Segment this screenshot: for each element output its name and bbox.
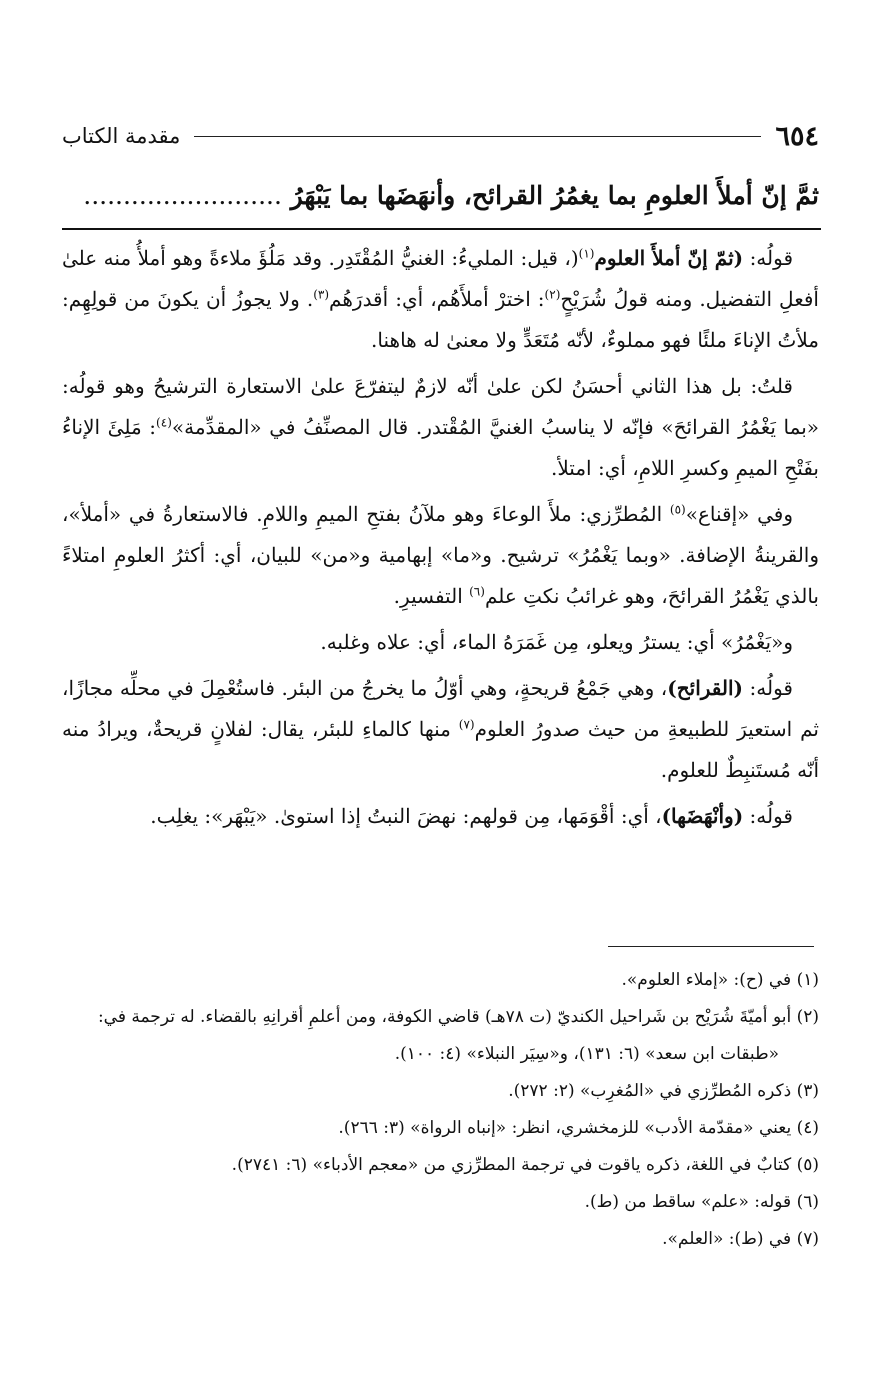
lead-word: قولُه: [743, 804, 793, 828]
footnote-ref-5[interactable]: (٥) [669, 502, 686, 517]
paragraph-5 [62, 668, 819, 791]
paragraph-text: منها كالماءِ للبئر، يقال: لفلانٍ قريحةٌ، ويرادُ منه أنّه مُستَنبِطٌ للعلوم. [62, 717, 819, 782]
lead-word: قولُه: [743, 246, 794, 270]
paragraph-text: . ولا يجوزُ أن يكونَ من قولِهِم: ملأتُ الإناءَ ملئًا فهو مملوءٌ، لأنّه مُتَعَدٍّ ولا معنىٰ له هاهنا. [62, 287, 819, 352]
paragraph-3 [62, 494, 819, 617]
matn-text: ثمَّ إنّ أملأَ العلومِ بما يغمُرُ القرائح، وأنهَضَها بما يَبْهَرُ [290, 181, 819, 210]
footnote-ref-1[interactable]: (١) [578, 246, 595, 261]
matn-line [62, 176, 819, 216]
paragraph-text: و«يَغْمُرُ» أي: يسترُ ويعلو، مِن غَمَرَهُ الماء، أي: علاه وغلبه. [320, 630, 793, 654]
footnote-4: (٤) يعني «مقدّمة الأدب» للزمخشري، انظر: «إنباه الرواة» (٣: ٢٦٦). [338, 1118, 819, 1138]
matn-separator [62, 228, 821, 230]
paragraph-text: قلتُ: بل هذا الثاني أحسَنُ لكن علىٰ أنّه لازمٌ ليتفرّعَ علىٰ الاستعارة الترشيحُ وهو قولُه: «بما يَغْمُرُ القرائحَ» فإنّه لا يناسبُ الغنيَّ المُقْتدر. قال المصنِّفُ في «المقدِّمة» [62, 374, 820, 439]
book-title: مقدمة الكتاب [62, 124, 181, 148]
matn-dots: ......................... [83, 181, 282, 210]
lead-word: قولُه: [743, 676, 793, 700]
quoted-phrase: (وأنْهَضَها) [661, 804, 744, 828]
paragraph-6 [62, 796, 819, 837]
footnote-3: (٣) ذكره المُطرِّزي في «المُغرِب» (٢: ٢٧٢). [508, 1081, 819, 1101]
quoted-phrase: (القرائح) [667, 676, 744, 700]
footnote-ref-6[interactable]: (٦) [469, 584, 485, 599]
footnote-ref-7[interactable]: (٧) [458, 717, 475, 732]
footnote-2-continued: «طبقات ابن سعد» (٦: ١٣١)، و«سِيَر النبلاء» (٤: ١٠٠). [394, 1044, 779, 1064]
paragraph-text: : مَلِئَ الإناءُ بفَتْحِ الميمِ وكسرِ اللامِ، أي: امتلأ. [62, 415, 819, 480]
paragraph-1 [62, 238, 819, 361]
paragraph-4 [62, 622, 819, 663]
paragraph-text: : اخترْ أملأَهُم، أي: أقدرَهُم [329, 287, 545, 311]
paragraph-text: (، قيل: المليءُ: الغنيُّ المُقْتَدِر. وقد مَلُؤَ ملاءةً وهو أملأُ منه علىٰ أفعلِ التفضيل. ومنه قولُ شُرَيْحٍ [62, 246, 819, 311]
quoted-phrase: (ثمّ إنّ أملأَ العلوم [594, 246, 744, 270]
footnotes [62, 962, 819, 1258]
paragraph-2 [62, 366, 819, 489]
paragraph-text: التفسيرِ. [393, 584, 470, 608]
footnote-separator [608, 946, 814, 947]
paragraph-text: المُطرِّزي: ملأَ الوعاءَ وهو ملآنُ بفتحِ الميمِ واللامِ. فالاستعارةُ في «أملأ»، والقرينةُ الإضافة. «وبما يَغْمُرُ» ترشيح. و«ما» إبهامية و«من» للبيان، أي: أكثرُ العلومِ امتلاءً بالذي يَغْمُرُ القرائحَ، وهو غرائبُ نكتِ علم [62, 502, 819, 608]
running-header [62, 116, 819, 156]
paragraph-text: ، وهي جَمْعُ قريحةٍ، وهي أوّلُ ما يخرجُ من البئر. فاستُعْمِلَ في محلِّه مجازًا، ثم استعيرَ للطبيعةِ من حيث صدورُ العلوم [62, 676, 820, 741]
header-rule [194, 136, 761, 137]
footnote-7: (٧) في (ط): «العلم». [662, 1229, 819, 1249]
footnote-ref-3[interactable]: (٣) [313, 287, 330, 302]
footnote-2: (٢) أبو أميّةَ شُرَيْح بن شَراحيل الكنديّ (ت ٧٨هـ) قاضي الكوفة، ومن أعلمِ أقرانِهِ بالقضاء. له ترجمة في: [97, 1007, 819, 1027]
paragraph-text: وفي «إقناع» [685, 502, 793, 526]
footnote-ref-2[interactable]: (٢) [544, 287, 561, 302]
paragraph-text: ، أي: أقْوَمَها، مِن قولهم: نهضَ النبتُ إذا استوىٰ. «يَبْهَر»: يغلِب. [150, 804, 662, 828]
footnote-5: (٥) كتابٌ في اللغة، ذكره ياقوت في ترجمة المطرِّزي من «معجم الأدباء» (٦: ٢٧٤١). [231, 1155, 819, 1175]
commentary-body [62, 238, 819, 842]
footnote-1: (١) في (ح): «إملاء العلوم». [621, 970, 819, 990]
footnote-ref-4[interactable]: (٤) [156, 415, 172, 430]
page-number: ٦٥٤ [775, 120, 819, 152]
footnote-6: (٦) قوله: «علم» ساقط من (ط). [584, 1192, 819, 1212]
